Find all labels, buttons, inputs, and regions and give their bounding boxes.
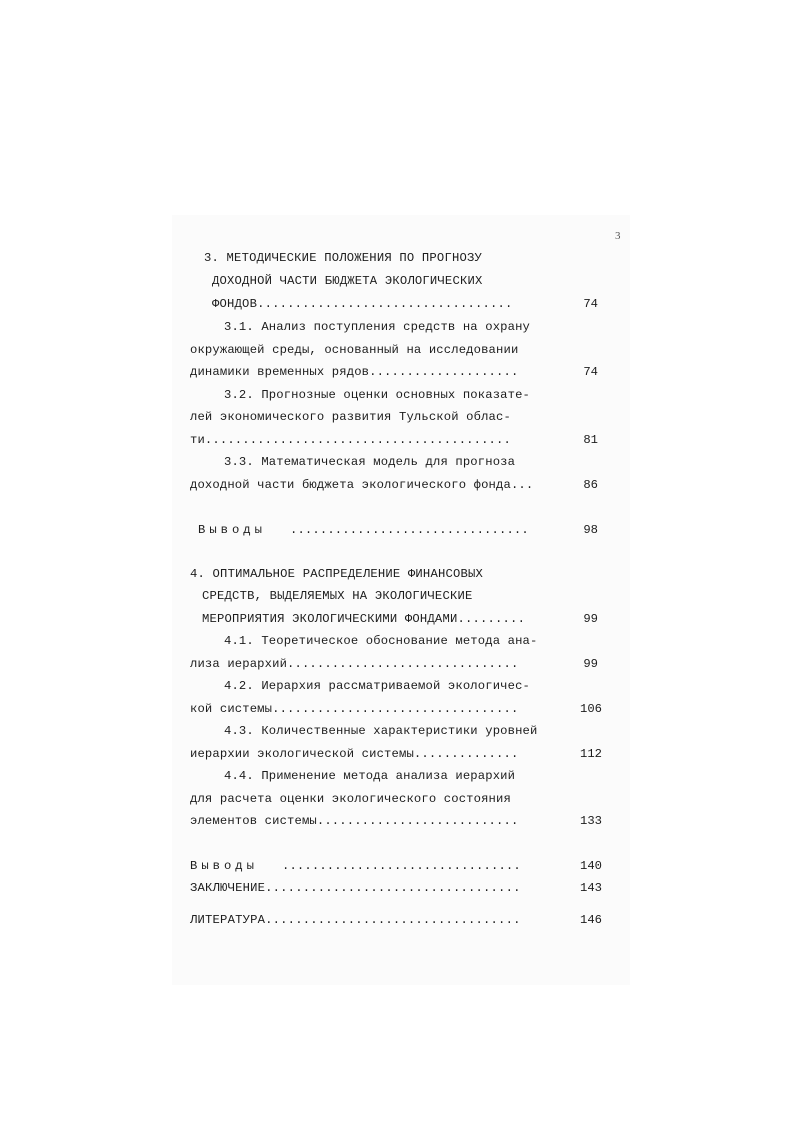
toc-3-1-page: 74	[583, 365, 598, 379]
section4-conclusions-label: Выводы	[190, 859, 258, 873]
toc-literature: ЛИТЕРАТУРА..................................	[190, 913, 521, 927]
page-number: 3	[615, 230, 621, 242]
section3-conclusions-label: Выводы	[198, 523, 266, 537]
toc-4-1-line2: лиза иерархий...............................	[190, 657, 519, 671]
section4-heading-line1: 4. ОПТИМАЛЬНОЕ РАСПРЕДЕЛЕНИЕ ФИНАНСОВЫХ	[190, 567, 484, 581]
toc-3-2-line2: лей экономического развития Тульской облас-	[190, 410, 511, 424]
section3-heading-line2: ДОХОДНОЙ ЧАСТИ БЮДЖЕТА ЭКОЛОГИЧЕСКИХ	[212, 274, 483, 288]
section4-heading-line3: МЕРОПРИЯТИЯ ЭКОЛОГИЧЕСКИМИ ФОНДАМИ.........	[202, 612, 526, 626]
section3-heading-line3: ФОНДОВ..................................	[212, 297, 513, 311]
section3-conclusions-dots: ................................	[290, 523, 529, 537]
section4-heading-page: 99	[583, 612, 598, 626]
section3-heading-page: 74	[583, 297, 598, 311]
toc-4-2-line2: кой системы.................................	[190, 702, 519, 716]
toc-3-2-page: 81	[583, 433, 598, 447]
section4-conclusions-page: 140	[580, 859, 602, 873]
toc-4-1-page: 99	[583, 657, 598, 671]
section3-heading-line1: 3. МЕТОДИЧЕСКИЕ ПОЛОЖЕНИЯ ПО ПРОГНОЗУ	[204, 251, 483, 265]
toc-3-3-line2: доходной части бюджета экологического фонда...	[190, 478, 534, 492]
toc-4-3-line1: 4.3. Количественные характеристики уровней	[224, 724, 538, 738]
toc-4-4-page: 133	[580, 814, 602, 828]
toc-3-1-line1: 3.1. Анализ поступления средств на охрану	[224, 320, 531, 334]
toc-4-2-line1: 4.2. Иерархия рассматриваемой экологичес-	[224, 679, 531, 693]
section4-heading-line2: СРЕДСТВ, ВЫДЕЛЯЕМЫХ НА ЭКОЛОГИЧЕСКИЕ	[202, 589, 473, 603]
toc-4-4-line3: элементов системы...........................	[190, 814, 519, 828]
toc-4-3-page: 112	[580, 747, 602, 761]
toc-4-4-line2: для расчета оценки экологического состояния	[190, 792, 511, 806]
toc-3-2-line3: ти.........................................	[190, 433, 511, 447]
toc-4-4-line1: 4.4. Применение метода анализа иерархий	[224, 769, 516, 783]
toc-3-3-line1: 3.3. Математическая модель для прогноза	[224, 455, 516, 469]
toc-3-1-line3: динамики временных рядов....................	[190, 365, 519, 379]
section4-conclusions-dots: ................................	[282, 859, 521, 873]
section3-conclusions-page: 98	[583, 523, 598, 537]
toc-conclusion-page: 143	[580, 881, 602, 895]
toc-4-3-line2: иерархии экологической системы..............	[190, 747, 519, 761]
toc-3-3-page: 86	[583, 478, 598, 492]
toc-4-1-line1: 4.1. Теоретическое обоснование метода ана-	[224, 634, 538, 648]
toc-3-2-line1: 3.2. Прогнозные оценки основных показате-	[224, 388, 531, 402]
toc-conclusion: ЗАКЛЮЧЕНИЕ..................................	[190, 881, 521, 895]
toc-3-1-line2: окружающей среды, основанный на исследовании	[190, 343, 519, 357]
toc-4-2-page: 106	[580, 702, 602, 716]
toc-literature-page: 146	[580, 913, 602, 927]
